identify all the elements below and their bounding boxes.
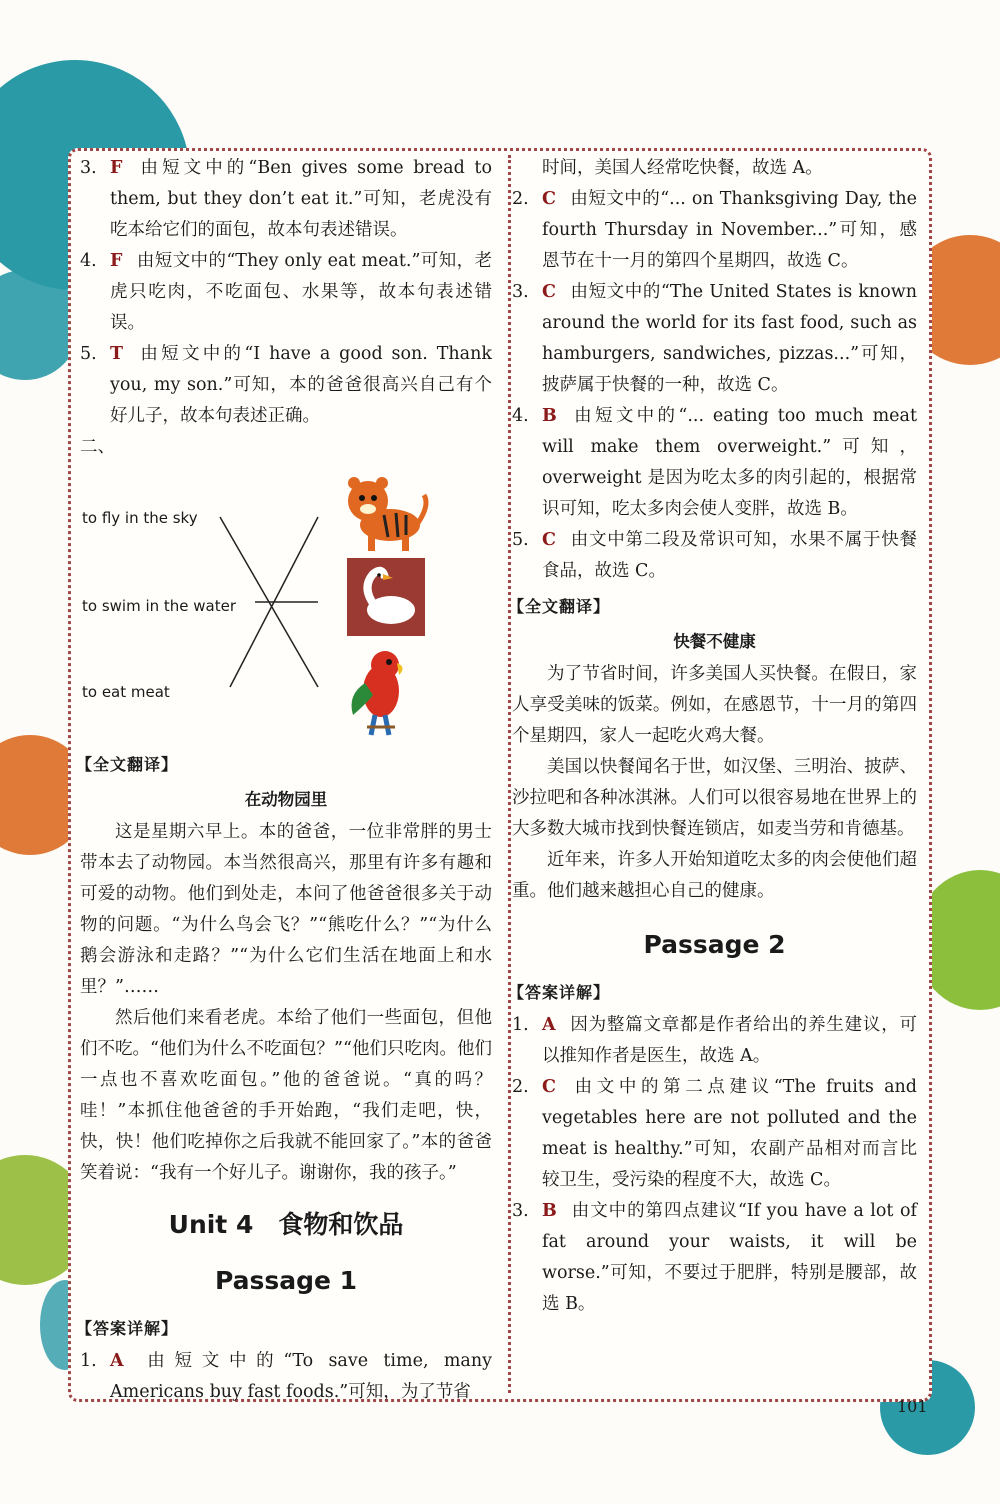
translation-title: 在动物园里: [244, 790, 328, 809]
translation-paragraph: 然后他们来看老虎。本给了他们一些面包，但他们不吃。“他们为什么不吃面包？”“他们只吃肉。他们一点也不喜欢吃面包。”他的爸爸说。“真的吗？哇！”本抓住他爸爸的手开始跑，“我们走吧，快，快，快！他们吃掉你之后我就不能回家了。”本的爸爸笑着说：“我有一个好儿子。谢谢你，我的孩子。”: [80, 1008, 492, 1183]
matching-lines: [80, 465, 492, 745]
left-item-4: [80, 246, 492, 339]
continuation-text: 时间，美国人经常吃快餐，故选 A。: [542, 158, 823, 178]
item-explanation: 由文中第二段及常识可知，水果不属于快餐食品，故选 C。: [542, 530, 917, 581]
item-answer: C: [542, 189, 556, 209]
item-answer: A: [542, 1015, 556, 1035]
passage1-item-1: [80, 1346, 492, 1408]
item-number: 1.: [512, 1015, 529, 1035]
answer-tag: 【答案详解】: [508, 983, 611, 1002]
page-number: 101: [897, 1397, 928, 1416]
item-number: 4.: [80, 251, 97, 271]
left-column: [76, 153, 492, 1408]
matching-label-fly: to fly in the sky: [82, 509, 198, 527]
item-number: 3.: [80, 158, 97, 178]
passage2-item-2: [512, 1072, 917, 1196]
translation-tag: 【全文翻译】: [76, 755, 179, 774]
item-answer: B: [542, 1201, 557, 1221]
item-number: 2.: [512, 189, 529, 209]
translation-paragraph: 近年来，许多人开始知道吃太多的肉会使他们超重。他们越来越担心自己的健康。: [512, 850, 917, 901]
item-answer: C: [542, 282, 556, 302]
passage1-item-3: [512, 277, 917, 401]
item-number: 2.: [512, 1077, 529, 1097]
item-answer: F: [110, 251, 123, 271]
item-answer: C: [542, 530, 556, 550]
section-two-label: 二、: [80, 437, 115, 457]
item-number: 5.: [80, 344, 97, 364]
item-explanation: 由短文中的“They only eat meat.”可知，老虎只吃肉，不吃面包、水果等，故本句表述错误。: [110, 251, 492, 333]
swan-icon: [347, 558, 425, 636]
translation-paragraph: 为了节省时间，许多美国人买快餐。在假日，家人享受美味的饭菜。例如，在感恩节，十一月的第四个星期四，家人一起吃火鸡大餐。: [512, 664, 917, 746]
item-explanation: 由短文中的“... on Thanksgiving Day, the fourth Thursday in November...”可知，感恩节在十一月的第四个星期四，故选 C。: [542, 189, 917, 271]
item-explanation: 由短文中的“... eating too much meat will make them overweight.”可知，overweight 是因为吃太多的肉引起的，根据常识可知，吃太多肉会使人变胖，故选 B。: [542, 406, 917, 519]
item-number: 5.: [512, 530, 529, 550]
right-column: [508, 153, 917, 1320]
left-item-3: [80, 153, 492, 246]
item-explanation: 由短文中的“Ben gives some bread to them, but they don’t eat it.”可知，老虎没有吃本给它们的面包，故本句表述错误。: [110, 158, 492, 240]
passage2-item-3: [512, 1196, 917, 1320]
item-answer: A: [110, 1351, 124, 1371]
item-explanation: 由短文中的“The United States is known around the world for its fast food, such as hamburgers, sandwiches, pizzas...”可知，披萨属于快餐的一种，故选 C。: [542, 282, 917, 395]
item-answer: T: [110, 344, 124, 364]
translation-tag: 【全文翻译】: [508, 597, 611, 616]
answer-tag: 【答案详解】: [76, 1319, 179, 1338]
item-number: 1.: [80, 1351, 97, 1371]
item-answer: B: [542, 406, 557, 426]
left-item-5: [80, 339, 492, 432]
item-answer: C: [542, 1077, 556, 1097]
item-explanation: 由文中的第四点建议“If you have a lot of fat around your waists, it will be worse.”可知，不要过于肥胖，特别是腰部，故选 B。: [542, 1201, 917, 1314]
item-explanation: 因为整篇文章都是作者给出的养生建议，可以推知作者是医生，故选 A。: [542, 1015, 917, 1066]
matching-label-eat: to eat meat: [82, 683, 170, 701]
passage1-item-5: [512, 525, 917, 587]
item-number: 3.: [512, 1201, 529, 1221]
translation-paragraph: 这是星期六早上。本的爸爸，一位非常胖的男士带本去了动物园。本当然很高兴，那里有许多有趣和可爱的动物。他们到处走，本问了他爸爸很多关于动物的问题。“为什么鸟会飞？”“熊吃什么？”“为什么鹅会游泳和走路？”“为什么它们生活在地面上和水里？”……: [80, 822, 492, 997]
matching-exercise: [80, 465, 492, 745]
item-answer: F: [110, 158, 123, 178]
item-explanation: 由短文中的“I have a good son. Thank you, my son.”可知，本的爸爸很高兴自己有个好儿子，故本句表述正确。: [110, 344, 492, 426]
passage-2-heading: Passage 2: [643, 930, 786, 959]
passage1-item-2: [512, 184, 917, 277]
passage2-item-1: [512, 1010, 917, 1072]
parrot-icon: [345, 643, 415, 738]
passage-1-heading: Passage 1: [214, 1266, 358, 1295]
tiger-icon: [340, 465, 430, 555]
item-number: 4.: [512, 406, 529, 426]
matching-label-swim: to swim in the water: [82, 597, 237, 615]
column-divider: [508, 155, 511, 1393]
item-number: 3.: [512, 282, 529, 302]
passage1-item-4: [512, 401, 917, 525]
item-explanation: 由短文中的“To save time, many Americans buy fast foods.”可知，为了节省: [110, 1351, 492, 1402]
unit-heading: Unit 4 食物和饮品: [168, 1210, 404, 1239]
translation-paragraph: 美国以快餐闻名于世，如汉堡、三明治、披萨、沙拉吧和各种冰淇淋。人们可以很容易地在世界上的大多数大城市找到快餐连锁店，如麦当劳和肯德基。: [512, 757, 917, 839]
translation-title: 快餐不健康: [673, 632, 756, 651]
item-explanation: 由文中的第二点建议“The fruits and vegetables here are not polluted and the meat is healthy.”可知，农副产品相对而言比较卫生，受污染的程度不大，故选 C。: [542, 1077, 917, 1190]
